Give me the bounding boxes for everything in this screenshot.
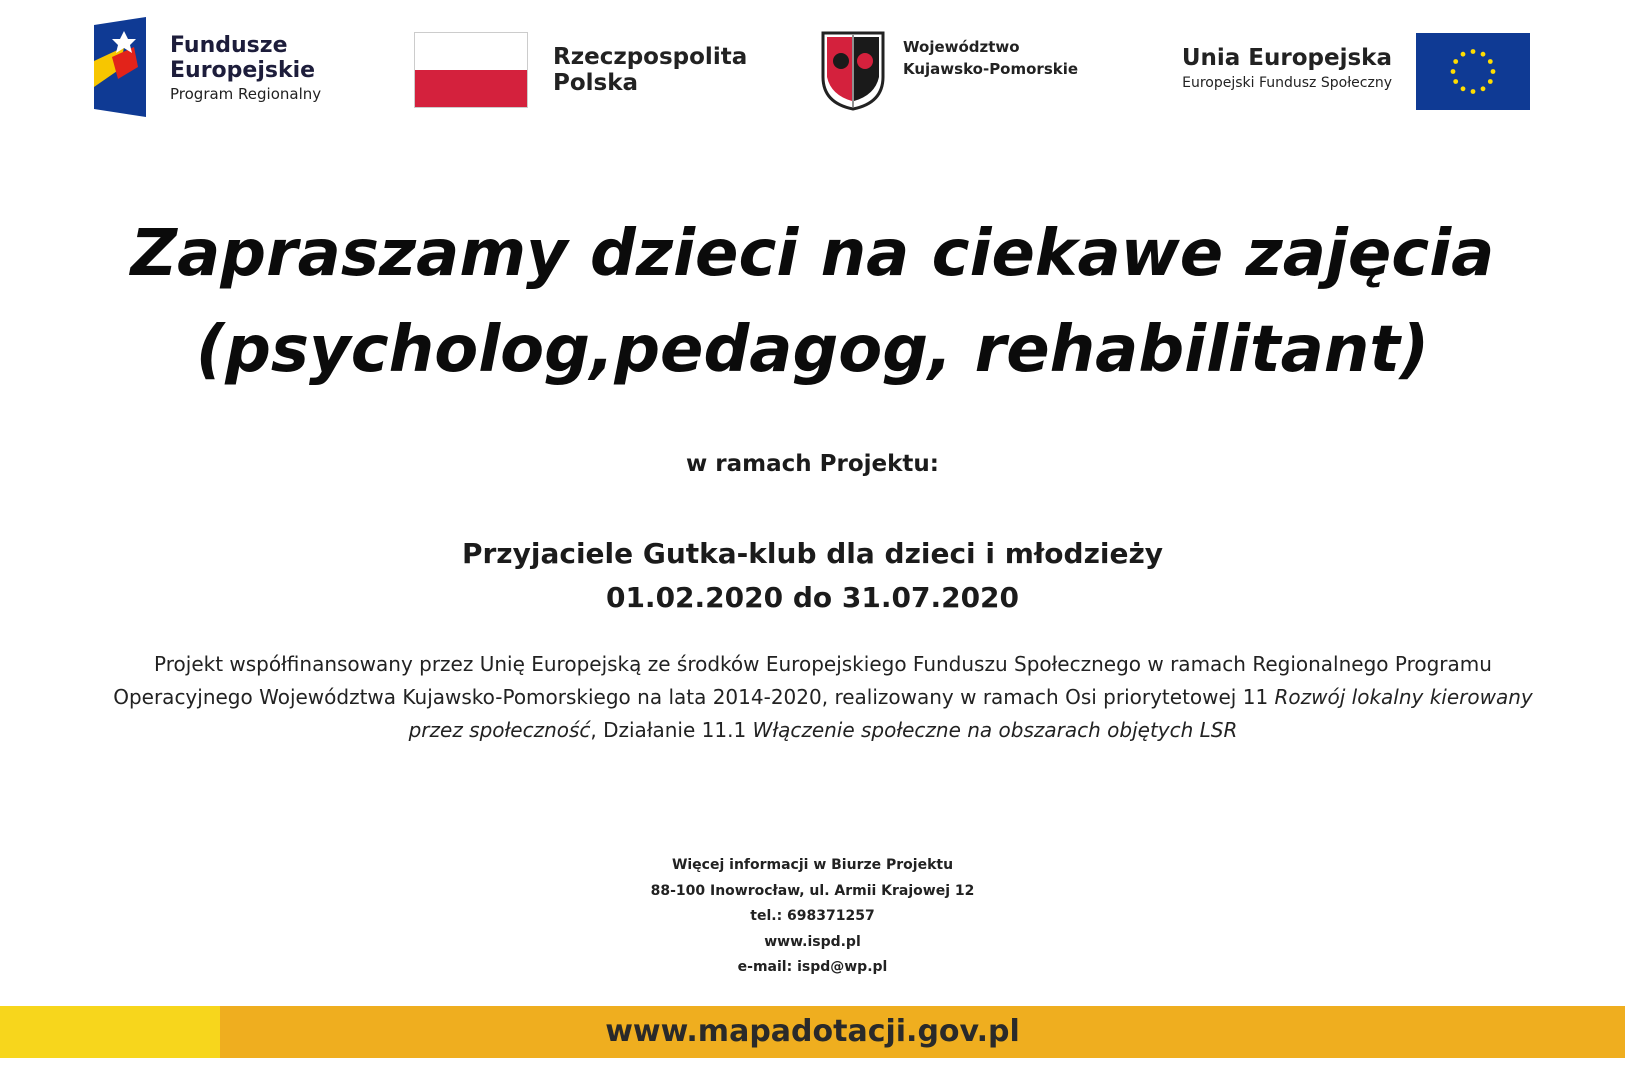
contact-heading: Więcej informacji w Biurze Projektu <box>671 857 954 873</box>
kujawsko-pomorskie-crest-icon <box>821 31 885 111</box>
contact-phone: tel.: 698371257 <box>750 908 875 924</box>
financing-action-name: Włączenie społeczne na obszarach objętych LSR <box>752 718 1238 742</box>
project-intro: w ramach Projektu: <box>686 451 939 477</box>
unia-europejska-text <box>1182 44 1392 94</box>
fundusze-line3: Program Regionalny <box>170 85 322 103</box>
polish-flag-icon <box>414 32 528 108</box>
project-dates: 01.02.2020 do 31.07.2020 <box>605 581 1020 614</box>
unia-line2: Europejski Fundusz Społeczny <box>1182 75 1392 91</box>
rzeczpospolita-text <box>553 44 747 96</box>
project-details <box>0 532 1625 620</box>
wojewodztwo-line2: Kujawsko-Pomorskie <box>903 60 1079 78</box>
wojewodztwo-line1: Województwo <box>903 38 1020 56</box>
eu-flag-icon <box>1416 33 1530 110</box>
footer-bar <box>0 1006 1625 1058</box>
headline <box>0 206 1625 398</box>
fundusze-line2: Europejskie <box>170 58 316 83</box>
footer-url[interactable]: www.mapadotacji.gov.pl <box>605 1014 1020 1049</box>
headline-line1: Zapraszamy dzieci na ciekawe zajęcia <box>130 217 1495 291</box>
project-name: Przyjaciele Gutka-klub dla dzieci i młodzieży <box>461 537 1164 570</box>
financing-axis-name: Rozwój lokalny kierowany przez społeczność <box>408 685 1533 742</box>
fundusze-europejskie-logo-icon <box>94 17 146 117</box>
fundusze-europejskie-text <box>170 33 321 105</box>
polska-line2: Polska <box>553 70 639 96</box>
financing-statement <box>88 648 1558 747</box>
logo-bar <box>0 0 1625 130</box>
financing-part2: , Działanie 11.1 <box>590 718 753 742</box>
headline-line2: (psycholog,pedagog, rehabilitant) <box>195 313 1430 387</box>
financing-part1: Projekt współfinansowany przez Unię Europejską ze środków Europejskiego Funduszu Społecznego w ramach Regionalnego Programu Operacyjnego Województwa Kujawsko-Pomorskiego na lata 2014-2020, realizowany w ramach Osi priorytetowej 11 <box>113 652 1492 709</box>
fundusze-line1: Fundusze <box>170 33 288 58</box>
unia-line1: Unia Europejska <box>1181 45 1392 71</box>
contact-website[interactable]: www.ispd.pl <box>764 933 861 950</box>
contact-email[interactable]: e-mail: ispd@wp.pl <box>737 959 888 975</box>
contact-info <box>0 853 1625 981</box>
polska-line1: Rzeczpospolita <box>553 44 748 70</box>
contact-address: 88-100 Inowrocław, ul. Armii Krajowej 12 <box>650 882 975 899</box>
wojewodztwo-text <box>903 36 1078 80</box>
